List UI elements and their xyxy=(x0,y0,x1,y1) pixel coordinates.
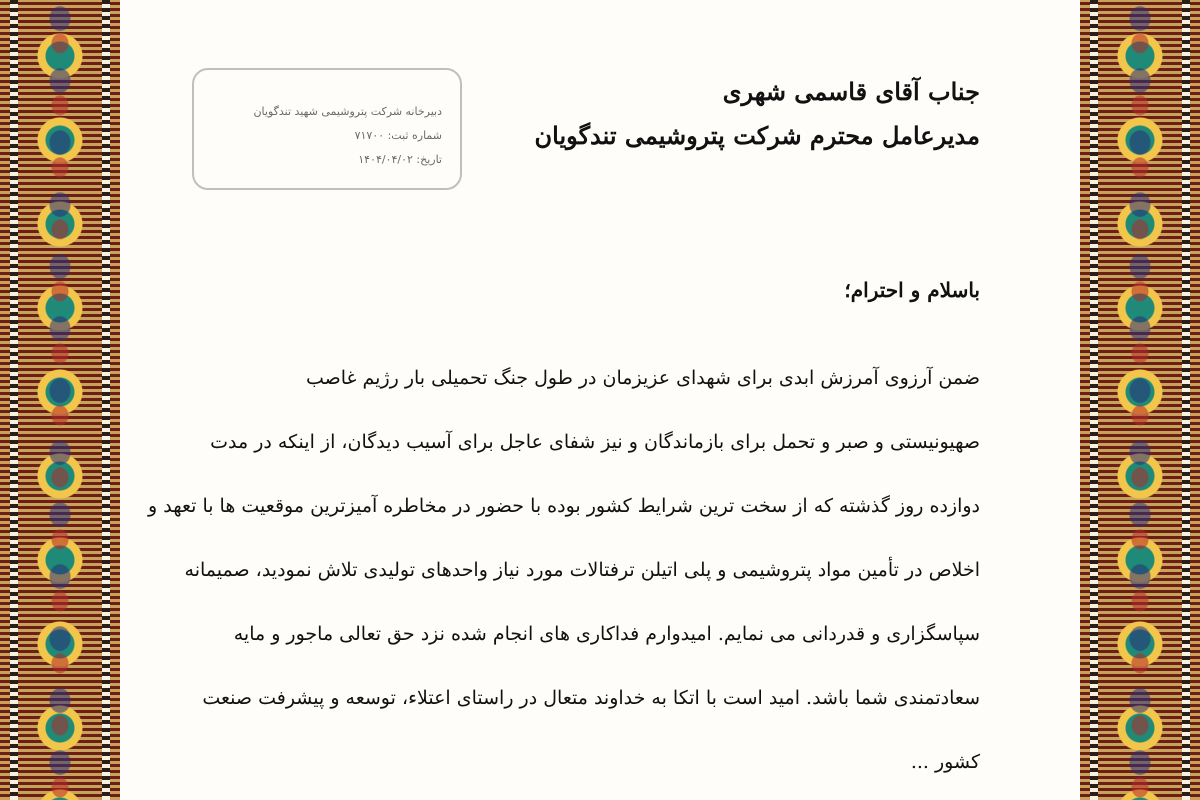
stamp-line-number: شماره ثبت: ۷۱۷۰۰ xyxy=(354,129,442,142)
recipient-title: مدیرعامل محترم شرکت پتروشیمی تندگویان xyxy=(534,121,980,150)
body-line: ضمن آرزوی آمرزش ابدی برای شهدای عزیزمان در طول جنگ تحمیلی بار رژیم غاصب xyxy=(305,367,980,389)
salutation: باسلام و احترام؛ xyxy=(844,278,980,302)
decorative-border-right xyxy=(1080,0,1200,800)
body-line: دوازده روز گذشته که از سخت ترین شرایط کشور بوده با حضور در مخاطره آمیزترین موقعیت ها با تعهد و xyxy=(148,495,980,517)
body-line: سعادتمندی شما باشد. امید است با اتکا به خداوند متعال در راستای اعتلاء، توسعه و پیشرفت صنعت xyxy=(202,687,980,709)
decorative-border-left xyxy=(0,0,120,800)
recipient-block xyxy=(460,70,980,158)
body-line: سپاسگزاری و قدردانی می نمایم. امیدوارم فداکاری های انجام شده نزد حق تعالی ماجور و مایه xyxy=(233,623,980,645)
body-line: اخلاص در تأمین مواد پتروشیمی و پلی اتیلن ترفتالات مورد نیاز واحدهای تولیدی تلاش نمودید، صمیمانه xyxy=(184,559,980,581)
border-pattern xyxy=(1102,0,1178,800)
body-line: کشور ... xyxy=(910,751,980,773)
body-line: صهیونیستی و صبر و تحمل برای بازماندگان و نیز شفای عاجل برای آسیب دیدگان، از اینکه در مدت xyxy=(210,431,980,453)
recipient-name: جناب آقای قاسمی شهری xyxy=(722,77,980,106)
border-pattern xyxy=(22,0,98,800)
letter-body xyxy=(148,346,980,794)
stamp-line-secretariat: دبیرخانه شرکت پتروشیمی شهید تندگویان xyxy=(253,105,442,118)
registration-stamp xyxy=(192,68,462,190)
stamp-line-date: تاریخ: ۱۴۰۴/۰۴/۰۲ xyxy=(358,153,442,166)
